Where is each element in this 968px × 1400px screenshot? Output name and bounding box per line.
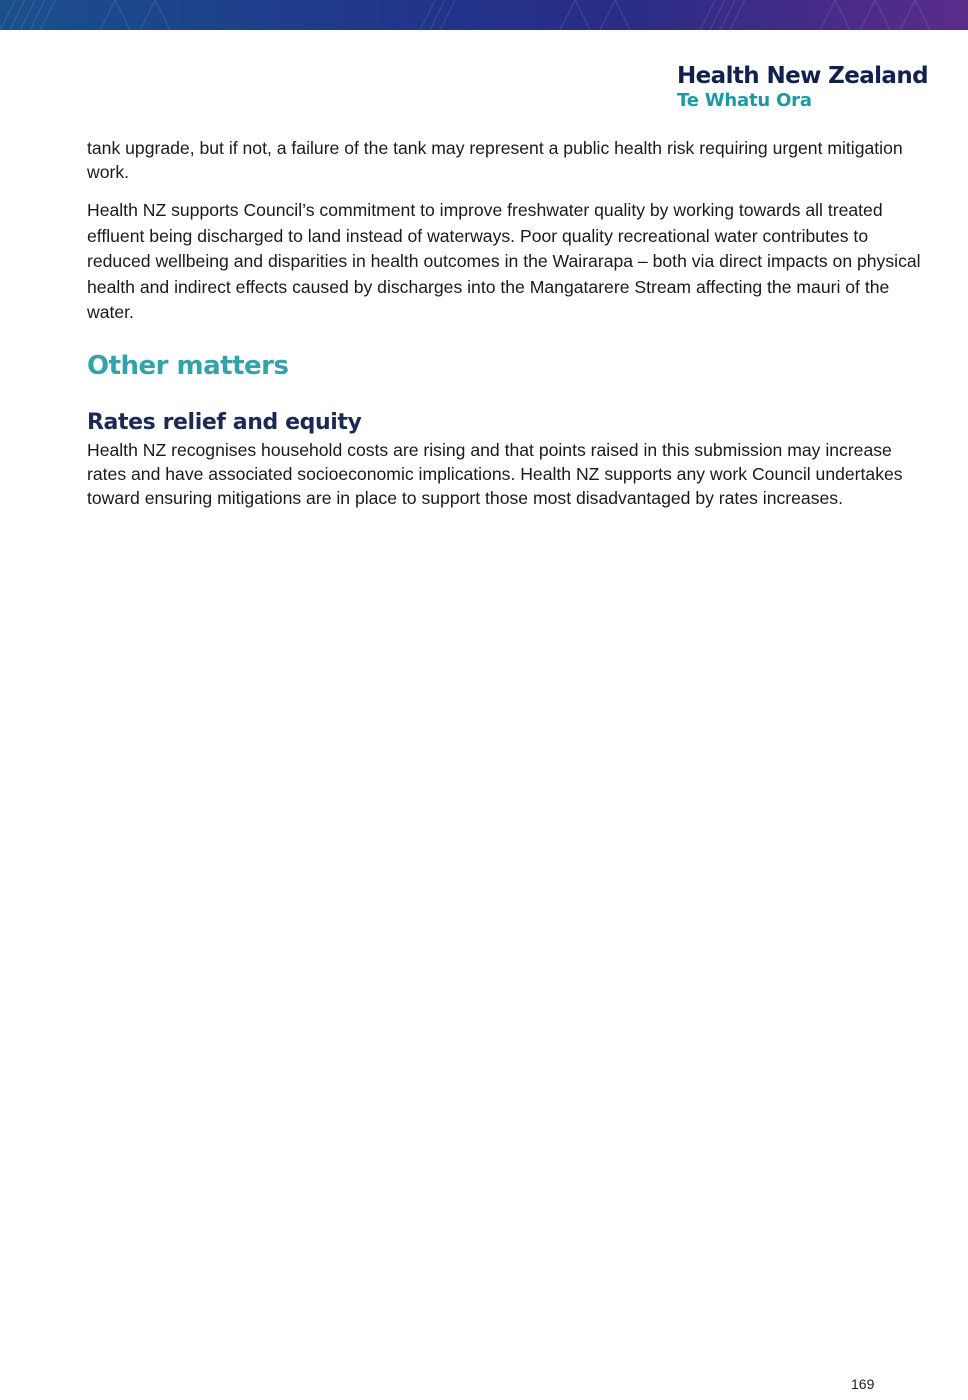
health-nz-logo: [677, 62, 928, 112]
paragraph-tank-upgrade: tank upgrade, but if not, a failure of the tank may represent a public health risk requiring urgent mitigation work.: [87, 138, 903, 182]
document-body: [87, 136, 932, 524]
paragraph-rates-relief: Health NZ recognises household costs are rising and that points raised in this submission may increase rates and have associated socioeconomic implications. Health NZ supports any work Council undertakes toward ensuring mitigations are in place to support those most disadvantaged by rates increases.: [87, 439, 903, 508]
header-pattern: [0, 0, 968, 30]
paragraph-freshwater-quality: Health NZ supports Council’s commitment to improve freshwater quality by working towards all treated effluent being discharged to land instead of waterways. Poor quality recreational water contributes to reduced wellbeing and disparities in health outcomes in the Wairarapa – both via direct impacts on physical health and indirect effects caused by discharges into the Mangatarere Stream affecting the mauri of the water.: [87, 200, 921, 322]
logo-subtitle: Te Whatu Ora: [677, 90, 812, 111]
header-pattern-band: [0, 0, 968, 30]
section-heading-other-matters: Other matters: [87, 350, 289, 381]
logo-title: Health New Zealand: [677, 63, 928, 89]
page-number: 169: [851, 1376, 875, 1392]
subheading-rates-relief: Rates relief and equity: [87, 409, 362, 435]
